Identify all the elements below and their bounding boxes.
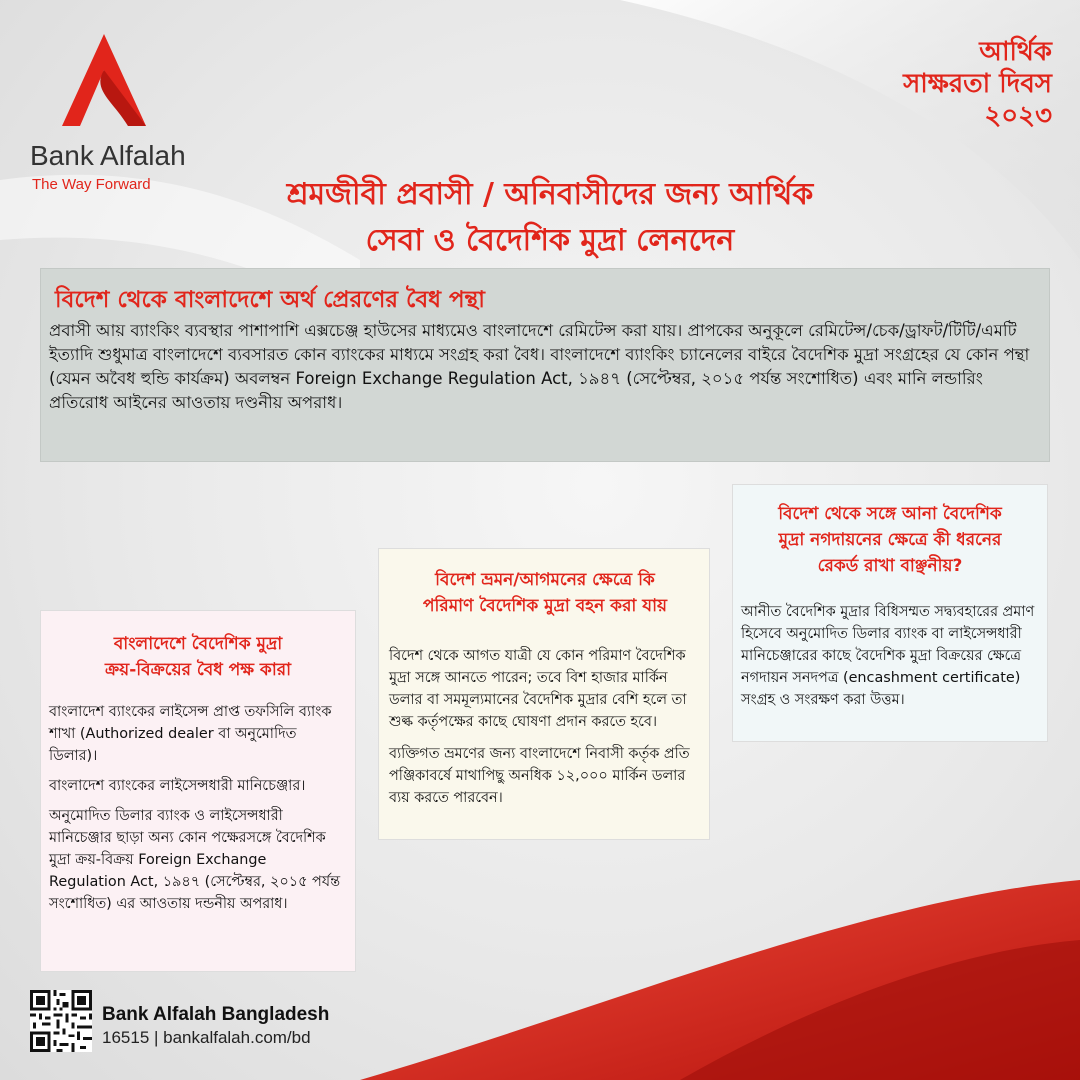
brand-tagline: The Way Forward (32, 176, 151, 193)
headline-line-1: শ্রমজীবী প্রবাসী / অনিবাসীদের জন্য আর্থিক (286, 177, 814, 212)
legal-dealers-point-2: বাংলাদেশ ব্যাংকের লাইসেন্সধারী মানিচেঞ্জার। (49, 778, 306, 794)
bank-alfalah-logo-icon (52, 30, 152, 130)
encashment-records-title (741, 501, 1039, 579)
encashment-records-card (732, 484, 1048, 742)
legal-dealers-title-line-2: ক্রয়-বিক্রয়ের বৈধ পক্ষ কারা (104, 660, 292, 680)
brand-name: Bank Alfalah (30, 140, 186, 171)
travel-currency-title-line-2: পরিমাণ বৈদেশিক মুদ্রা বহন করা যায় (422, 596, 668, 616)
legal-dealers-title-line-1: বাংলাদেশে বৈদেশিক মুদ্রা (113, 634, 283, 654)
travel-currency-card (378, 548, 710, 840)
encashment-records-title-line-2: মুদ্রা নগদায়নের ক্ষেত্রে কী ধরনের (778, 530, 1002, 550)
travel-currency-title-line-1: বিদেশ ভ্রমন/আগমনের ক্ষেত্রে কি (435, 570, 655, 590)
encashment-records-title-line-3: রেকর্ড রাখা বাঞ্ছনীয়? (817, 556, 963, 576)
event-line-2: সাক্ষরতা দিবস (903, 69, 1052, 99)
event-title (792, 36, 1052, 132)
event-line-3: ২০২৩ (984, 101, 1052, 131)
legal-dealers-card (40, 610, 356, 972)
remittance-body: প্রবাসী আয় ব্যাংকিং ব্যবস্থার পাশাপাশি এক্সচেঞ্জ হাউসের মাধ্যমেও বাংলাদেশে রেমিটেন্স করা যায়। প্রাপকের অনুকূলে রেমিটেন্স/চেক/ড্রাফট/টিটি/এমটি ইত্যাদি শুধুমাত্র বাংলাদেশে ব্যবসারত কোন ব্যাংকের মাধ্যমে সংগ্রহ করা বৈধ। বাংলাদেশে ব্যাংকিং চ্যানেলের বাইরে বৈদেশিক মুদ্রা সংগ্রহের যে কোন পন্থা (যেমন অবৈধ হুন্ডি কার্যক্রম) অবলম্বন Foreign Exchange Regulation Act, ১৯৪৭ (সেপ্টেম্বর, ২০১৫ পর্যন্ত সংশোধিত) এবং মানি লন্ডারিং প্রতিরোধ আইনের আওতায় দণ্ডনীয় অপরাধ। (49, 321, 1030, 412)
travel-currency-title (389, 567, 701, 619)
event-line-1: আর্থিক (979, 37, 1052, 67)
travel-currency-point-2: ব্যক্তিগত ভ্রমণের জন্য বাংলাদেশে নিবাসী কর্তৃক প্রতি পঞ্জিকাবর্ষে মাথাপিছু অনধিক ১২,০০০ মার্কিন ডলার ব্যয় করতে পারবেন। (389, 746, 690, 806)
remittance-title: বিদেশ থেকে বাংলাদেশে অর্থ প্রেরণের বৈধ পন্থা (55, 287, 485, 313)
remittance-info-box (40, 268, 1050, 462)
encashment-records-title-line-1: বিদেশ থেকে সঙ্গে আনা বৈদেশিক (778, 504, 1002, 524)
legal-dealers-point-3: অনুমোদিত ডিলার ব্যাংক ও লাইসেন্সধারী মানিচেঞ্জার ছাড়া অন্য কোন পক্ষেরসঙ্গে বৈদেশিক মুদ্রা ক্রয়-বিক্রয় Foreign Exchange Regulation Act, ১৯৪৭ (সেপ্টেম্বর, ২০১৫ পর্যন্ত সংশোধিত) এর আওতায় দন্ডনীয় অপরাধ। (49, 808, 340, 912)
footer-contact[interactable]: 16515 | bankalfalah.com/bd (102, 1028, 311, 1047)
headline-line-2: সেবা ও বৈদেশিক মুদ্রা লেনদেন (365, 223, 735, 258)
qr-code-icon[interactable] (30, 990, 92, 1052)
page-headline (150, 172, 950, 264)
legal-dealers-title (49, 631, 347, 683)
footer-org-name: Bank Alfalah Bangladesh (102, 1004, 330, 1025)
travel-currency-point-1: বিদেশ থেকে আগত যাত্রী যে কোন পরিমাণ বৈদেশিক মুদ্রা সঙ্গে আনতে পারেন; তবে বিশ হাজার মার্কিন ডলার বা সমমূল্যমানের বৈদেশিক মুদ্রার বেশি হলে তা শুল্ক কর্তৃপক্ষের কাছে ঘোষণা প্রদান করতে হবে। (389, 648, 687, 730)
encashment-records-point-1: আনীত বৈদেশিক মুদ্রার বিধিসম্মত সদ্ব্যবহারের প্রমাণ হিসেবে অনুমোদিত ডিলার ব্যাংক বা লাইসেন্সধারী মানিচেঞ্জারের কাছে বৈদেশিক মুদ্রা বিক্রয়ের ক্ষেত্রে নগদায়ন সনদপত্র (encashment certificate) সংগ্রহ ও সংরক্ষণ করা উত্তম। (741, 604, 1035, 708)
legal-dealers-point-1: বাংলাদেশ ব্যাংকের লাইসেন্স প্রাপ্ত তফসিলি ব্যাংক শাখা (Authorized dealer বা অনুমোদিত ডিলার)। (49, 704, 332, 764)
